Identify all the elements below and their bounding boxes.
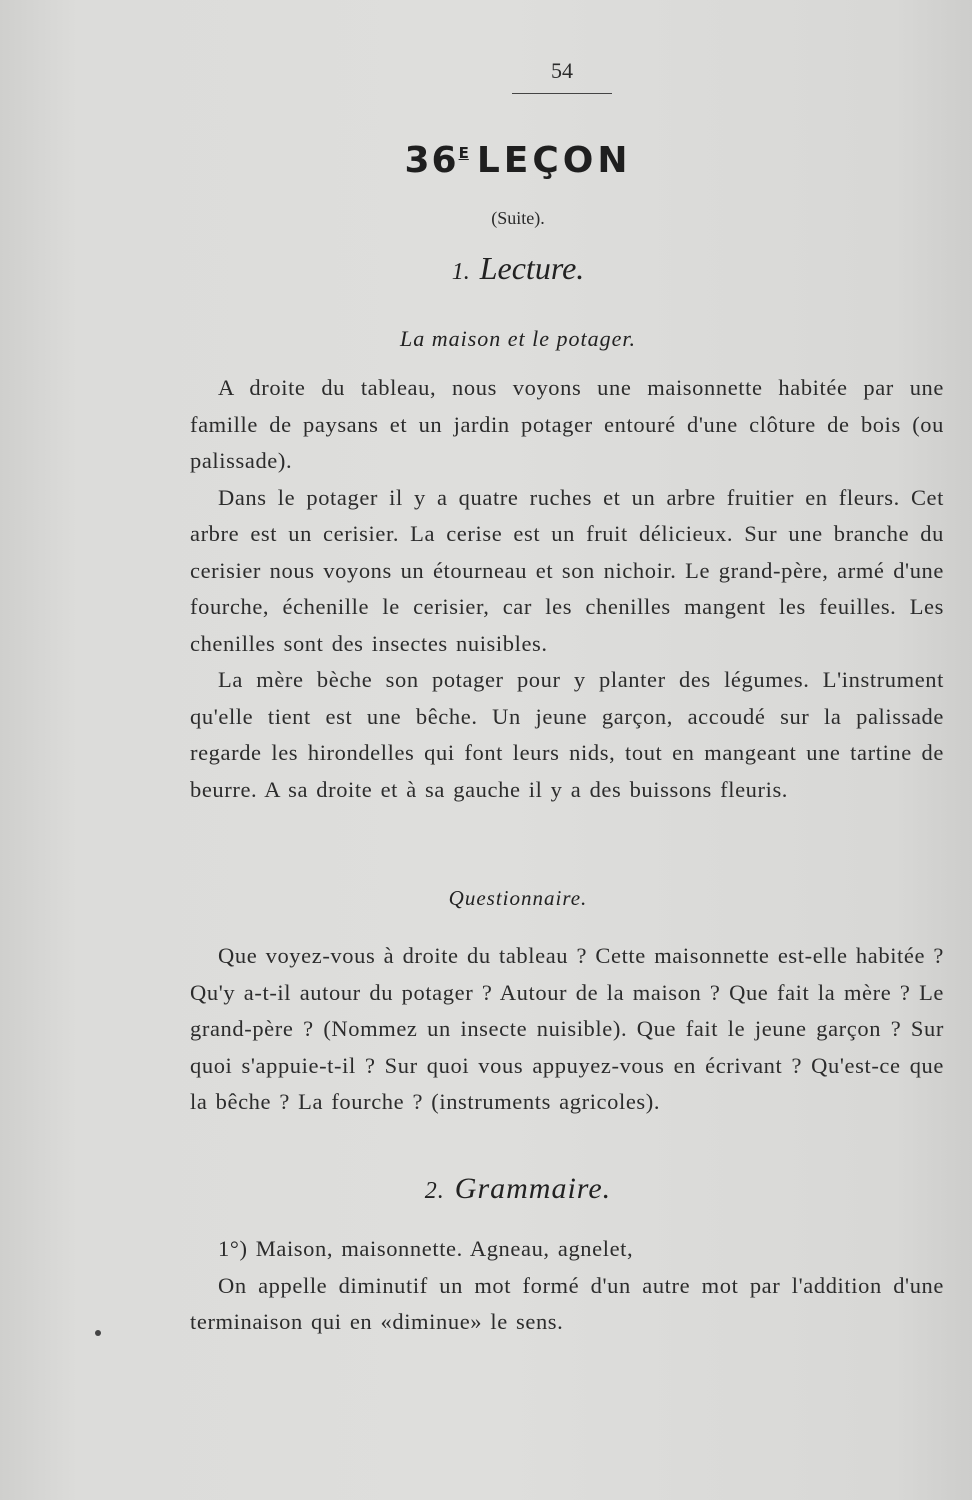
reading-paragraph-2: Dans le potager il y a quatre ruches et un arbre fruitier en fleurs. Cet arbre est un cerisier. La cerise est un fruit délicieux. Sur une branche du cerisier nous voyons un étourneau et son nichoir. Le grand-père, armé d'une fourche, échenille le cerisier, car les chenilles mangent les feuilles. Les chenilles sont des insectes nuisibles. — [190, 484, 944, 656]
questionnaire-title: Questionnaire. — [448, 886, 588, 910]
section-grammaire-number: 2. — [424, 1178, 445, 1204]
reading-text — [190, 370, 944, 808]
questionnaire-text-block — [190, 938, 944, 1121]
reading-paragraph-3: La mère bèche son potager pour y planter des légumes. L'instrument qu'elle tient est une bêche. Un jeune garçon, accoudé sur la palissade regarde les hirondelles qui font leurs nids, tout en mangeant une tartine de beurre. A sa droite et à sa gauche il y a des buissons fleuris. — [190, 667, 944, 802]
grammar-line-2: On appelle diminutif un mot formé d'un autre mot par l'addition d'une terminaison qui en «diminue» le sens. — [190, 1272, 944, 1334]
section-grammaire-title: Grammaire. — [454, 1172, 612, 1205]
page-number: 54 — [551, 58, 573, 83]
questionnaire-text: Que voyez-vous à droite du tableau ? Cette maisonnette est-elle habitée ? Qu'y a-t-il autour du potager ? Autour de la maison ? Que fait la mère ? Le grand-père ? (Nommez un insecte nuisible). Que fait le jeune garçon ? Sur quoi s'appuie-t-il ? Sur quoi vous appuyez-vous en écrivant ? Qu'est-ce que la bêche ? La fourche ? (instruments agricoles). — [190, 943, 944, 1114]
reading-paragraph-1: A droite du tableau, nous voyons une maisonnette habitée par une famille de paysans et un jardin potager entouré d'une clôture de bois (ou palissade). — [190, 375, 944, 473]
grammar-text — [190, 1231, 944, 1341]
lesson-title — [0, 140, 972, 181]
lesson-subtitle: (Suite). — [491, 208, 545, 228]
section-grammaire-heading — [0, 1172, 972, 1206]
lesson-number: 36 — [404, 140, 459, 181]
reading-title: La maison et le potager. — [399, 326, 637, 351]
lesson-superscript: E — [458, 144, 469, 162]
lesson-word: LEÇON — [476, 140, 632, 181]
margin-dot — [95, 1330, 101, 1336]
grammar-line-1: 1°) Maison, maisonnette. Agneau, agnelet, — [218, 1236, 634, 1261]
section-lecture-number: 1. — [451, 259, 470, 285]
section-lecture-heading — [0, 250, 972, 287]
section-lecture-title: Lecture. — [479, 250, 585, 286]
page-number-rule — [512, 93, 612, 94]
